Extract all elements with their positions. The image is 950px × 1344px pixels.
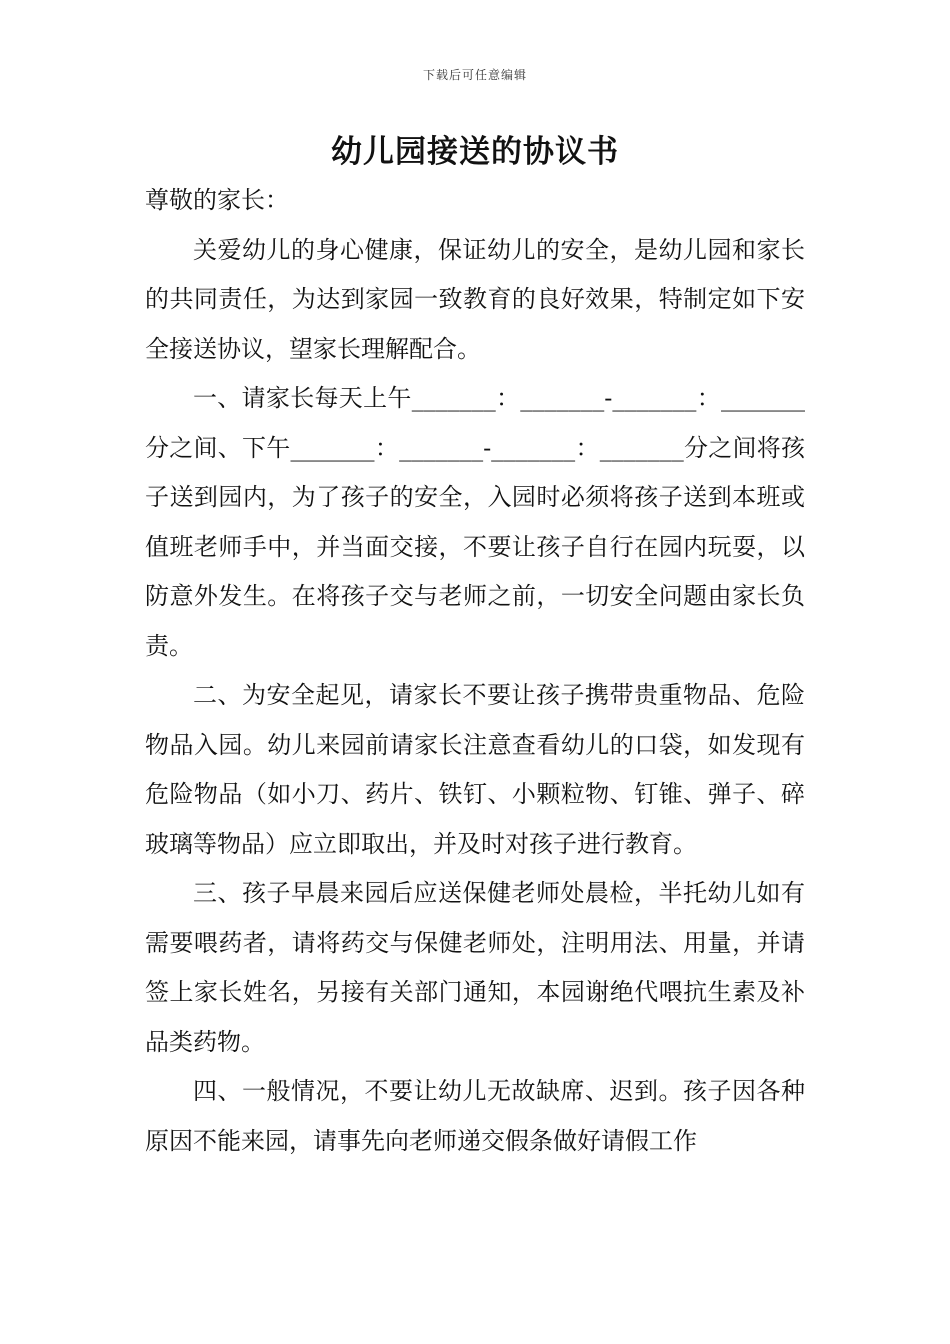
paragraph-clause-1: 一、请家长每天上午_______：_______-_______：_______分之间、下午_______：_______-_______：_______分之间将孩子送到园内，为了孩子的安全，入园时必须将孩子送到本班或值班老师手中，并当面交接，不要让孩子自行在园内玩耍，以防意外发生。在将孩子交与老师之前，一切安全问题由家长负责。 xyxy=(145,384,805,660)
header-note: 下载后可任意编辑 xyxy=(422,68,527,82)
document-title: 幼儿园接送的协议书 xyxy=(331,134,619,170)
document-body xyxy=(145,176,805,1166)
paragraph-clause-3: 三、孩子早晨来园后应送保健老师处晨检，半托幼儿如有需要喂药者，请将药交与保健老师处，注明用法、用量，并请签上家长姓名，另接有关部门通知，本园谢绝代喂抗生素及补品类药物。 xyxy=(145,879,805,1056)
paragraph-clause-2: 二、为安全起见，请家长不要让孩子携带贵重物品、危险物品入园。幼儿来园前请家长注意查看幼儿的口袋，如发现有危险物品（如小刀、药片、铁钉、小颗粒物、钉锥、弹子、碎玻璃等物品）应立即取出，并及时对孩子进行教育。 xyxy=(145,681,805,858)
salutation: 尊敬的家长： xyxy=(145,186,289,214)
paragraph-clause-4: 四、一般情况，不要让幼儿无故缺席、迟到。孩子因各种原因不能来园，请事先向老师递交假条做好请假工作 xyxy=(145,1077,805,1155)
paragraph-intro: 关爱幼儿的身心健康，保证幼儿的安全，是幼儿园和家长的共同责任，为达到家园一致教育的良好效果，特制定如下安全接送协议，望家长理解配合。 xyxy=(145,235,805,363)
